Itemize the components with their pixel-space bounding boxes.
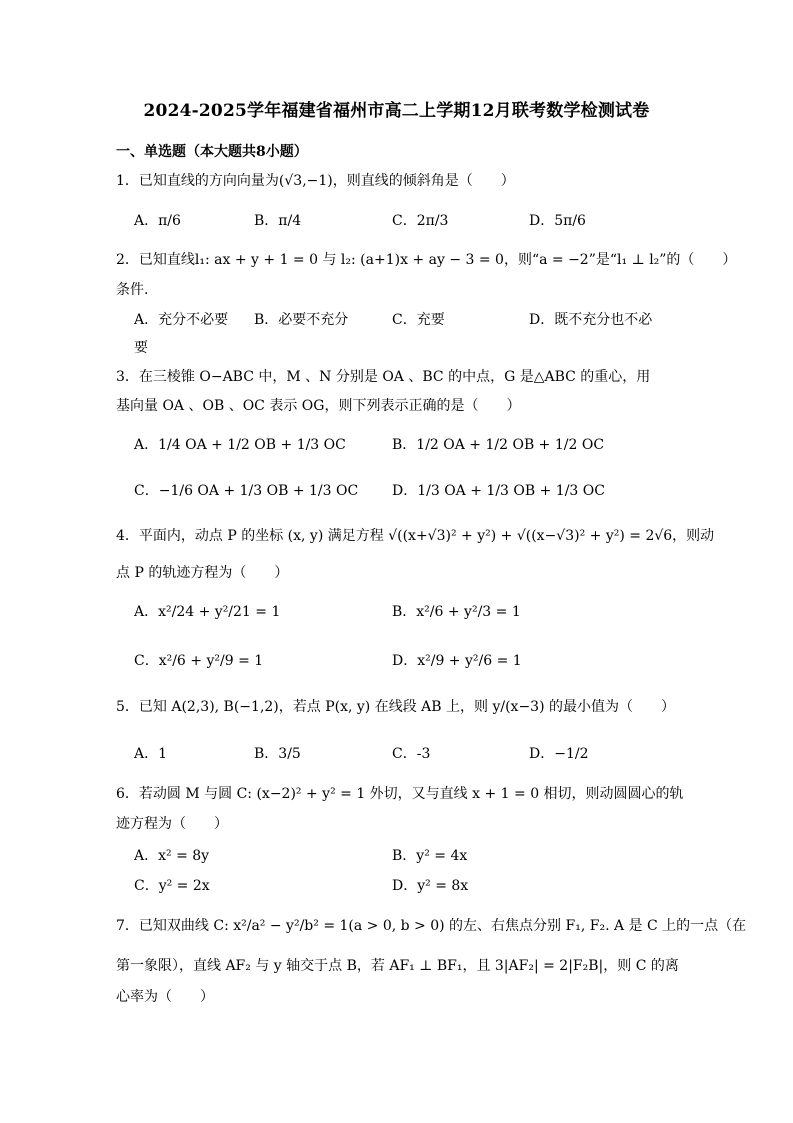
q2-option-d-wrap: 要 bbox=[134, 340, 148, 356]
question-4-stem-line-1: 4．平面内，动点 P 的坐标 (x, y) 满足方程 √((x+√3)² + y²) + √((x−√3)² + y²) = 2√6，则动 bbox=[116, 528, 715, 544]
q5-option-c: C．-3 bbox=[392, 746, 431, 762]
q1-option-d: D．5π/6 bbox=[529, 213, 586, 229]
question-7-stem-line-3: 心率为（ ） bbox=[116, 989, 214, 1005]
question-3-stem-line-1: 3．在三棱锥 O−ABC 中，M 、N 分别是 OA 、BC 的中点，G 是△ABC 的重心，用 bbox=[116, 369, 651, 385]
question-2-stem-line-1: 2．已知直线l₁: ax + y + 1 = 0 与 l₂: (a+1)x + ay − 3 = 0，则“a = −2”是“l₁ ⊥ l₂”的（ ） bbox=[116, 252, 737, 268]
q6-option-a: A．x² = 8y bbox=[134, 848, 210, 864]
q3-option-b: B．1/2 OA + 1/2 OB + 1/2 OC bbox=[392, 437, 605, 453]
question-4-stem-line-2: 点 P 的轨迹方程为（ ） bbox=[116, 565, 289, 581]
question-7-stem-line-1: 7．已知双曲线 C: x²/a² − y²/b² = 1(a > 0, b > 0) 的左、右焦点分别 F₁, F₂. A 是 C 上的一点（在 bbox=[116, 918, 747, 934]
q2-option-a: A．充分不必要 bbox=[134, 312, 229, 328]
q4-option-a: A．x²/24 + y²/21 = 1 bbox=[134, 604, 281, 620]
question-7-stem-line-2: 第一象限），直线 AF₂ 与 y 轴交于点 B，若 AF₁ ⊥ BF₁，且 3|AF₂| = 2|F₂B|，则 C 的离 bbox=[116, 958, 679, 974]
question-1-stem: 1．已知直线的方向向量为(√3,−1)，则直线的倾斜角是（ ） bbox=[116, 173, 515, 189]
q6-option-d: D．y² = 8x bbox=[392, 878, 469, 894]
question-6-stem-line-2: 迹方程为（ ） bbox=[116, 816, 228, 832]
q1-option-a: A．π/6 bbox=[134, 213, 181, 229]
q6-option-c: C．y² = 2x bbox=[134, 878, 210, 894]
question-6-stem-line-1: 6．若动圆 M 与圆 C: (x−2)² + y² = 1 外切，又与直线 x + 1 = 0 相切，则动圆圆心的轨 bbox=[116, 786, 684, 802]
q4-option-c: C．x²/6 + y²/9 = 1 bbox=[134, 653, 264, 669]
q2-option-c: C．充要 bbox=[392, 312, 445, 328]
exam-title: 2024-2025学年福建省福州市高二上学期12月联考数学检测试卷 bbox=[143, 101, 650, 121]
q2-option-b: B．必要不充分 bbox=[254, 312, 349, 328]
q4-option-d: D．x²/9 + y²/6 = 1 bbox=[392, 653, 522, 669]
question-2-stem-line-2: 条件. bbox=[116, 282, 149, 298]
question-5-stem: 5．已知 A(2,3), B(−1,2)，若点 P(x, y) 在线段 AB 上，则 y/(x−3) 的最小值为（ ） bbox=[116, 699, 675, 715]
q5-option-b: B．3/5 bbox=[254, 746, 301, 762]
section-heading: 一、单选题（本大题共8小题） bbox=[116, 144, 308, 160]
q3-option-d: D．1/3 OA + 1/3 OB + 1/3 OC bbox=[392, 483, 605, 499]
q4-option-b: B．x²/6 + y²/3 = 1 bbox=[392, 604, 521, 620]
q5-option-a: A．1 bbox=[134, 746, 168, 762]
q5-option-d: D．−1/2 bbox=[529, 746, 589, 762]
q1-option-c: C．2π/3 bbox=[392, 213, 449, 229]
q3-option-a: A．1/4 OA + 1/2 OB + 1/3 OC bbox=[134, 437, 346, 453]
question-3-stem-line-2: 基向量 OA 、OB 、OC 表示 OG，则下列表示正确的是（ ） bbox=[116, 398, 521, 414]
q2-option-d: D．既不充分也不必 bbox=[529, 312, 653, 328]
q1-option-b: B．π/4 bbox=[254, 213, 302, 229]
q3-option-c: C．−1/6 OA + 1/3 OB + 1/3 OC bbox=[134, 483, 359, 499]
q6-option-b: B．y² = 4x bbox=[392, 848, 468, 864]
